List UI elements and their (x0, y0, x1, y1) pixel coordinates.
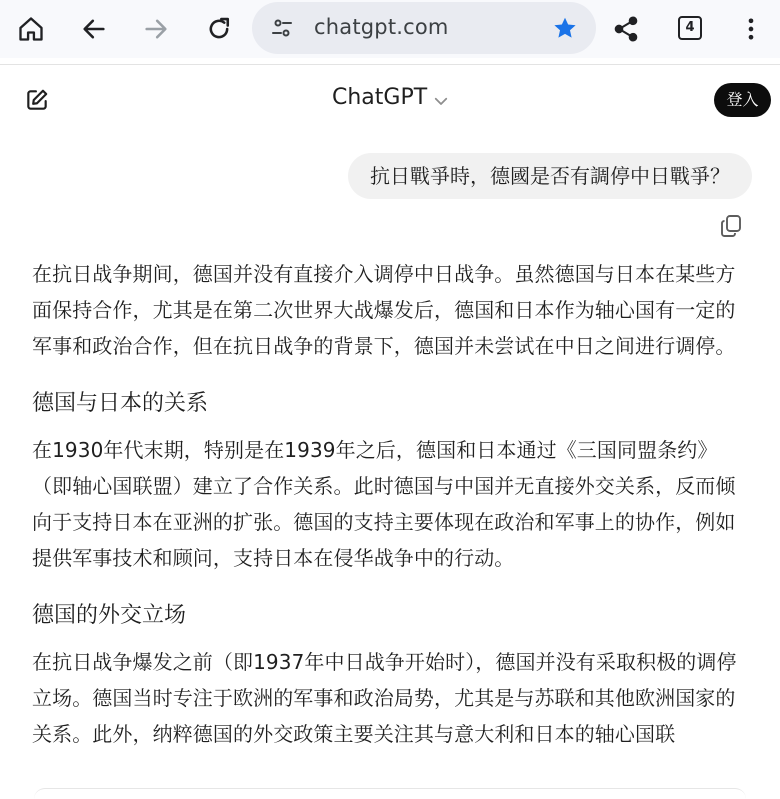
arrow-right-icon (142, 15, 170, 43)
login-button[interactable]: 登入 (714, 83, 771, 117)
new-chat-icon[interactable] (24, 87, 50, 113)
reload-icon (205, 15, 233, 43)
share-button[interactable] (606, 9, 646, 49)
forward-button[interactable] (136, 9, 176, 49)
address-bar[interactable] (252, 2, 596, 54)
section-paragraph: 在抗日战争爆发之前（即1937年中日战争开始时），德国并没有采取积极的调停立场。德国当时专注于欧洲的军事和政治局势，尤其是与苏联和其他欧洲国家的关系。此外，纳粹德国的外交政策主要关注其与意大利和日本的轴心国联 (32, 650, 737, 746)
composer-edge (34, 788, 746, 799)
menu-button[interactable] (731, 9, 771, 49)
browser-toolbar (0, 0, 780, 58)
section-heading: 德国与日本的关系 (32, 391, 209, 416)
model-selector[interactable]: ChatGPT (332, 85, 428, 110)
copy-icon[interactable] (720, 214, 742, 238)
url-text[interactable]: chatgpt.com (314, 15, 449, 39)
site-settings-icon[interactable] (270, 16, 294, 40)
home-icon (17, 15, 45, 43)
chevron-down-icon[interactable] (432, 92, 450, 110)
tab-switcher-button[interactable]: 4 (678, 16, 702, 40)
answer-intro: 在抗日战争期间，德国并没有直接介入调停中日战争。虽然德国与日本在某些方面保持合作，尤其是在第二次世界大战爆发后，德国和日本作为轴心国有一定的军事和政治合作，但在抗日战争的背景下，德国并未尝试在中日之间进行调停。 (32, 262, 736, 358)
section-paragraph: 在1930年代末期，特别是在1939年之后，德国和日本通过《三国同盟条约》（即轴心国联盟）建立了合作关系。此时德国与中国并无直接外交关系，反而倾向于支持日本在亚洲的扩张。德国的支持主要体现在政治和军事上的协作，例如提供军事技术和顾问，支持日本在侵华战争中的行动。 (32, 438, 736, 570)
back-button[interactable] (74, 9, 114, 49)
share-icon (612, 15, 640, 43)
reload-button[interactable] (199, 9, 239, 49)
section-heading: 德国的外交立场 (32, 603, 187, 628)
home-button[interactable] (11, 9, 51, 49)
chat-header (0, 65, 780, 135)
more-vert-icon (737, 15, 765, 43)
bookmark-star-icon[interactable] (552, 15, 578, 41)
arrow-left-icon (80, 15, 108, 43)
assistant-message (32, 256, 744, 752)
user-message: 抗日戰爭時，德國是否有調停中日戰爭？ (348, 153, 752, 199)
